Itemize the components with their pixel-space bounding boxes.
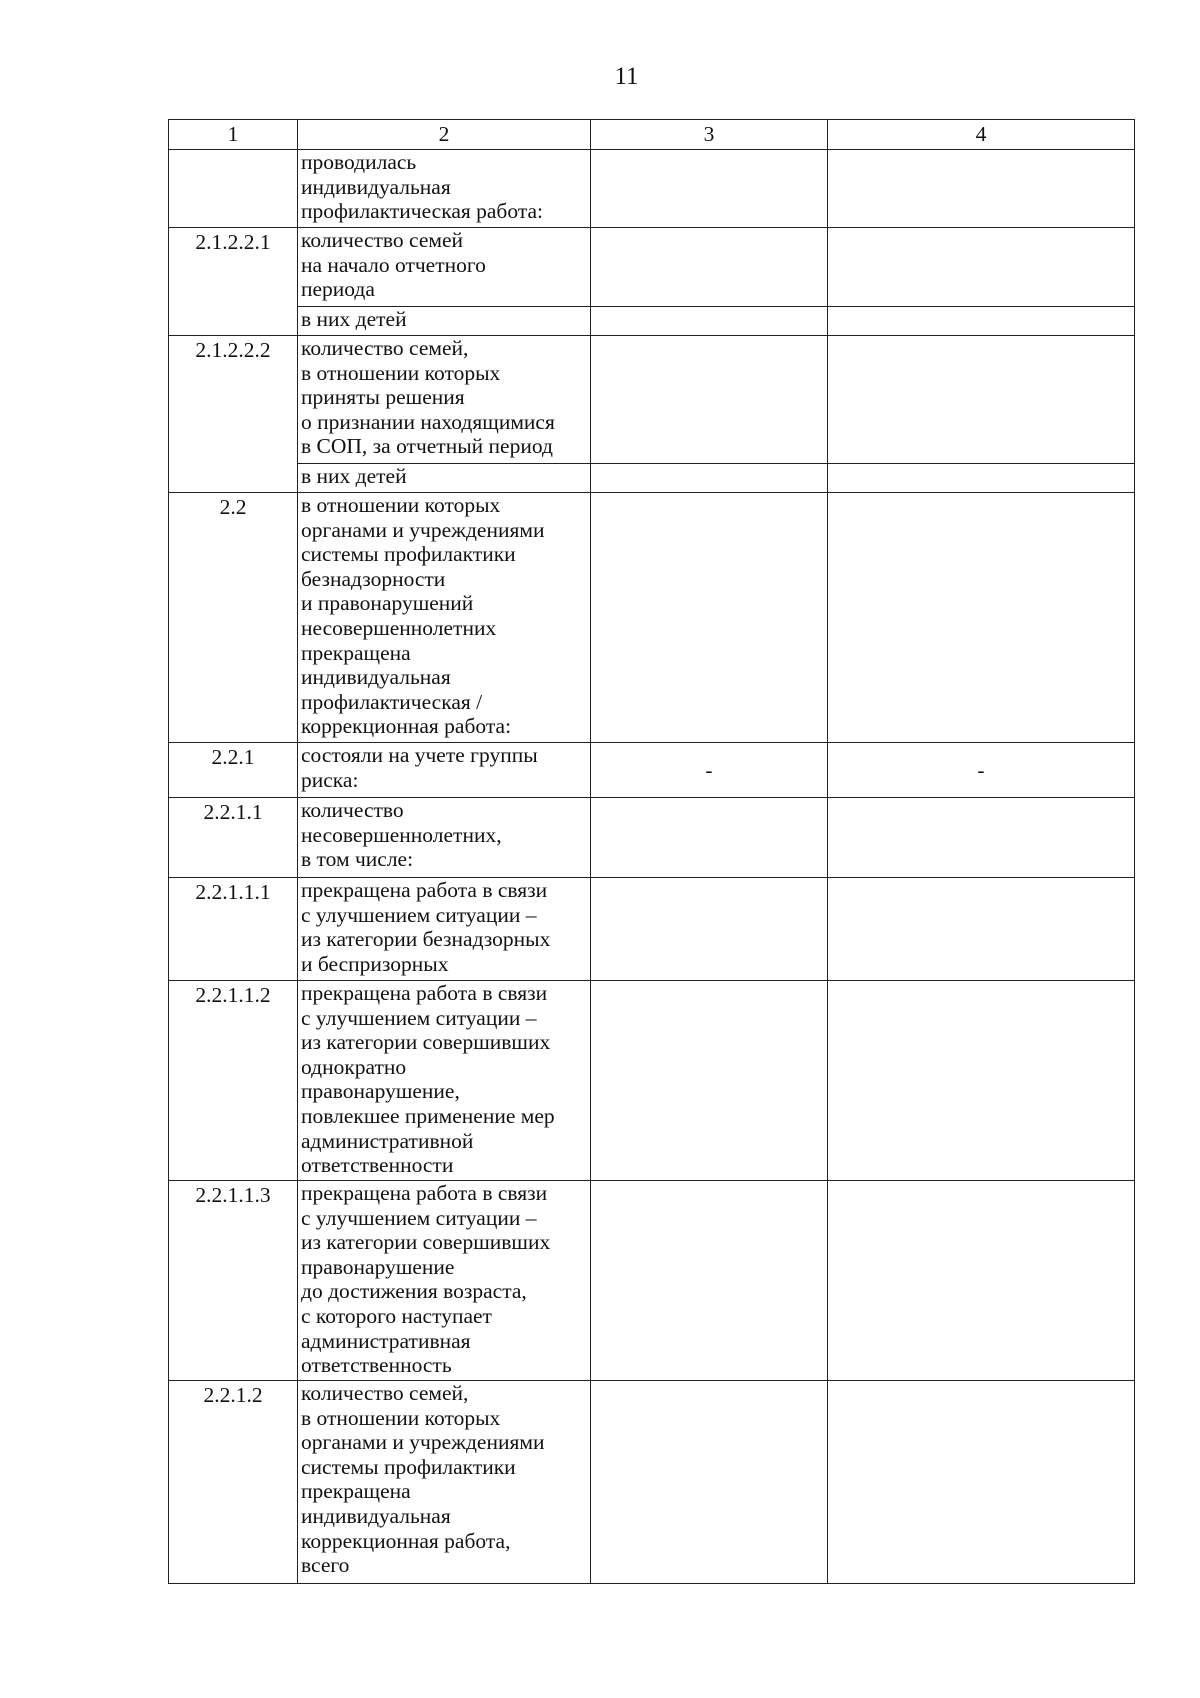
table-row (169, 307, 1135, 336)
row-value-col4 (828, 150, 1135, 228)
row-description: в отношении которых органами и учреждениями системы профилактики безнадзорности и правонарушений несовершеннолетних прекращена индивидуальная профилактическая / коррекционная работа: (298, 493, 591, 743)
table-row (169, 464, 1135, 493)
table-header-row (169, 120, 1135, 150)
row-value-col4 (828, 1181, 1135, 1381)
table-row (169, 336, 1135, 464)
row-value-col4 (828, 336, 1135, 464)
row-value-col4 (828, 1381, 1135, 1584)
row-number: 2.2.1 (169, 743, 298, 798)
table-row (169, 1181, 1135, 1381)
header-cell-3: 3 (591, 120, 828, 150)
row-number: 2.1.2.2.1 (169, 228, 298, 336)
row-description: количество семей на начало отчетного периода (298, 228, 591, 307)
row-value-col3 (591, 1381, 828, 1584)
row-value-col3 (591, 464, 828, 493)
table-row (169, 878, 1135, 981)
row-value-col3 (591, 981, 828, 1181)
row-value-col3 (591, 307, 828, 336)
row-number: 2.2.1.1.3 (169, 1181, 298, 1381)
row-value-col3 (591, 336, 828, 464)
row-value-col4 (828, 493, 1135, 743)
page-number: 11 (614, 63, 639, 90)
row-description: прекращена работа в связи с улучшением ситуации – из категории совершивших правонарушение до достижения возраста, с которого наступает административная ответственность (298, 1181, 591, 1381)
table-row (169, 743, 1135, 798)
row-number: 2.2.1.2 (169, 1381, 298, 1584)
row-description: в них детей (298, 307, 591, 336)
row-value-col3 (591, 493, 828, 743)
row-description: в них детей (298, 464, 591, 493)
row-value-col4 (828, 878, 1135, 981)
row-description: прекращена работа в связи с улучшением ситуации – из категории безнадзорных и беспризорных (298, 878, 591, 981)
header-cell-1: 1 (169, 120, 298, 150)
row-value-col4 (828, 228, 1135, 307)
table-row (169, 150, 1135, 228)
row-value-col4 (828, 981, 1135, 1181)
row-value-col4: - (828, 743, 1135, 798)
row-description: количество несовершеннолетних, в том числе: (298, 798, 591, 878)
row-description: количество семей, в отношении которых органами и учреждениями системы профилактики прекращена индивидуальная коррекционная работа, всего (298, 1381, 591, 1584)
report-table (168, 119, 1135, 1584)
header-cell-4: 4 (828, 120, 1135, 150)
row-value-col3: - (591, 743, 828, 798)
row-number (169, 150, 298, 228)
row-number: 2.1.2.2.2 (169, 336, 298, 493)
row-description: прекращена работа в связи с улучшением ситуации – из категории совершивших однократно правонарушение, повлекшее применение мер административной ответственности (298, 981, 591, 1181)
table-row (169, 228, 1135, 307)
row-number: 2.2.1.1.1 (169, 878, 298, 981)
table-row (169, 493, 1135, 743)
row-value-col3 (591, 228, 828, 307)
row-number: 2.2.1.1 (169, 798, 298, 878)
row-value-col4 (828, 464, 1135, 493)
row-value-col4 (828, 307, 1135, 336)
row-value-col4 (828, 798, 1135, 878)
row-description: проводилась индивидуальная профилактическая работа: (298, 150, 591, 228)
header-cell-2: 2 (298, 120, 591, 150)
table-row (169, 1381, 1135, 1584)
row-description: количество семей, в отношении которых приняты решения о признании находящимися в СОП, за отчетный период (298, 336, 591, 464)
row-number: 2.2 (169, 493, 298, 743)
row-description: состояли на учете группы риска: (298, 743, 591, 798)
row-value-col3 (591, 150, 828, 228)
row-value-col3 (591, 878, 828, 981)
row-number: 2.2.1.1.2 (169, 981, 298, 1181)
table-row (169, 798, 1135, 878)
row-value-col3 (591, 798, 828, 878)
row-value-col3 (591, 1181, 828, 1381)
table-row (169, 981, 1135, 1181)
